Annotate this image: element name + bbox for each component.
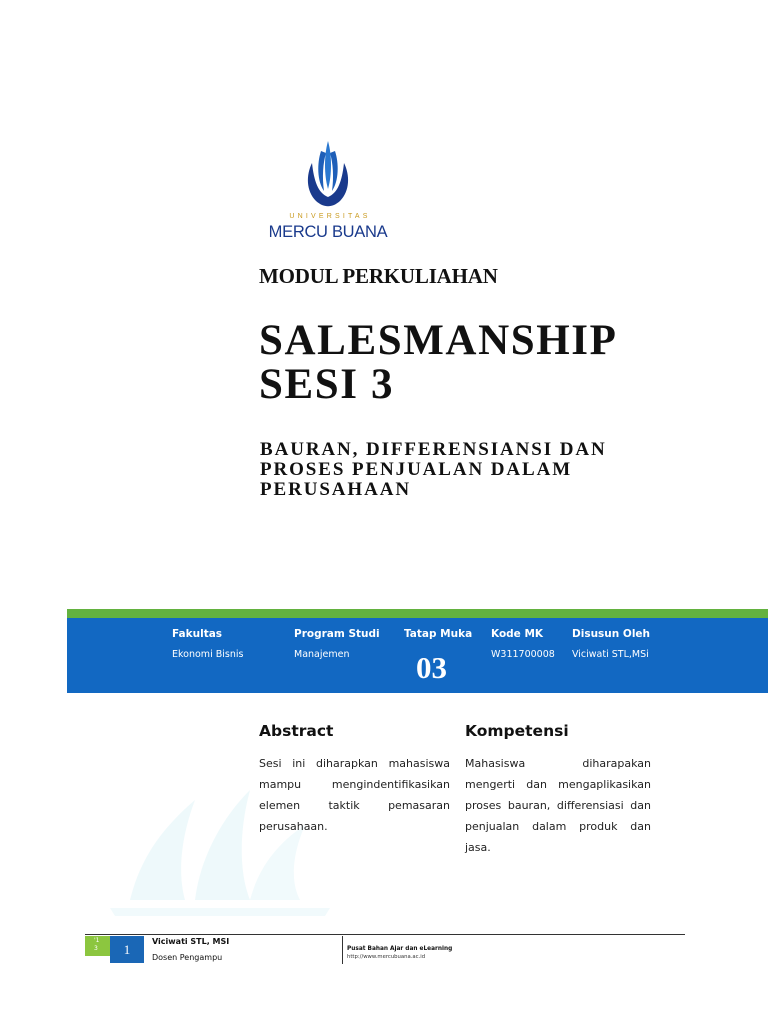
kompetensi-line: jasa. (465, 841, 491, 854)
tatap-muka-label: Tatap Muka (404, 628, 473, 640)
abstract-text (259, 753, 450, 837)
footer-divider (342, 936, 343, 964)
program-studi-value: Manajemen (294, 649, 350, 660)
footer-green-text-1: '1 (94, 937, 100, 944)
course-title: SALESMANSHIP (259, 317, 618, 364)
abstract-line: elemen taktik pemasaran (259, 799, 450, 812)
kode-mk-label: Kode MK (491, 628, 544, 640)
footer-green-text-2: 3 (94, 945, 98, 952)
subtitle-line-2: PROSES PENJUALAN DALAM (260, 459, 573, 480)
fakultas-label: Fakultas (172, 628, 223, 640)
footer-rule (85, 934, 685, 935)
kompetensi-line: proses bauran, differensiasi dan (465, 799, 651, 812)
abstract-heading: Abstract (259, 722, 334, 740)
module-label: MODUL PERKULIAHAN (259, 264, 498, 288)
footer-center-name: Pusat Bahan Ajar dan eLearning (347, 946, 453, 952)
tatap-muka-value: 03 (416, 650, 447, 685)
kode-mk-value: W311700008 (491, 649, 555, 660)
subtitle-line-1: BAURAN, DIFFERENSIANSI DAN (260, 439, 607, 460)
footer-role: Dosen Pengampu (152, 953, 223, 962)
footer-url[interactable]: http://www.mercubuana.ac.id (347, 954, 426, 960)
footer-author: Viciwati STL, MSI (152, 937, 230, 946)
disusun-oleh-label: Disusun Oleh (572, 628, 651, 640)
logo-name-text: MERCU BUANA (268, 223, 388, 241)
kompetensi-heading: Kompetensi (465, 722, 569, 740)
kompetensi-text (465, 753, 651, 858)
logo-universitas-text: UNIVERSITAS (289, 213, 371, 220)
kompetensi-line: mengerti dan mengaplikasikan (465, 778, 651, 791)
kompetensi-line: Mahasiswa diharapakan (465, 757, 651, 770)
footer-page-number: 1 (110, 936, 144, 963)
abstract-line: mampu mengindentifikasikan (259, 778, 450, 791)
university-logo (258, 135, 396, 245)
abstract-line: Sesi ini diharapkan mahasiswa (259, 757, 450, 770)
mercu-buana-emblem-icon (304, 141, 352, 209)
abstract-line: perusahaan. (259, 820, 328, 833)
fakultas-value: Ekonomi Bisnis (172, 649, 244, 660)
program-studi-label: Program Studi (294, 628, 380, 640)
kompetensi-line: penjualan dalam produk dan (465, 820, 651, 833)
disusun-oleh-value: Viciwati STL,MSi (572, 649, 649, 660)
info-band-stripe (67, 609, 768, 618)
footer-green-box (85, 936, 110, 956)
session-title: SESI 3 (259, 361, 395, 408)
subtitle-line-3: PERUSAHAAN (260, 479, 411, 500)
